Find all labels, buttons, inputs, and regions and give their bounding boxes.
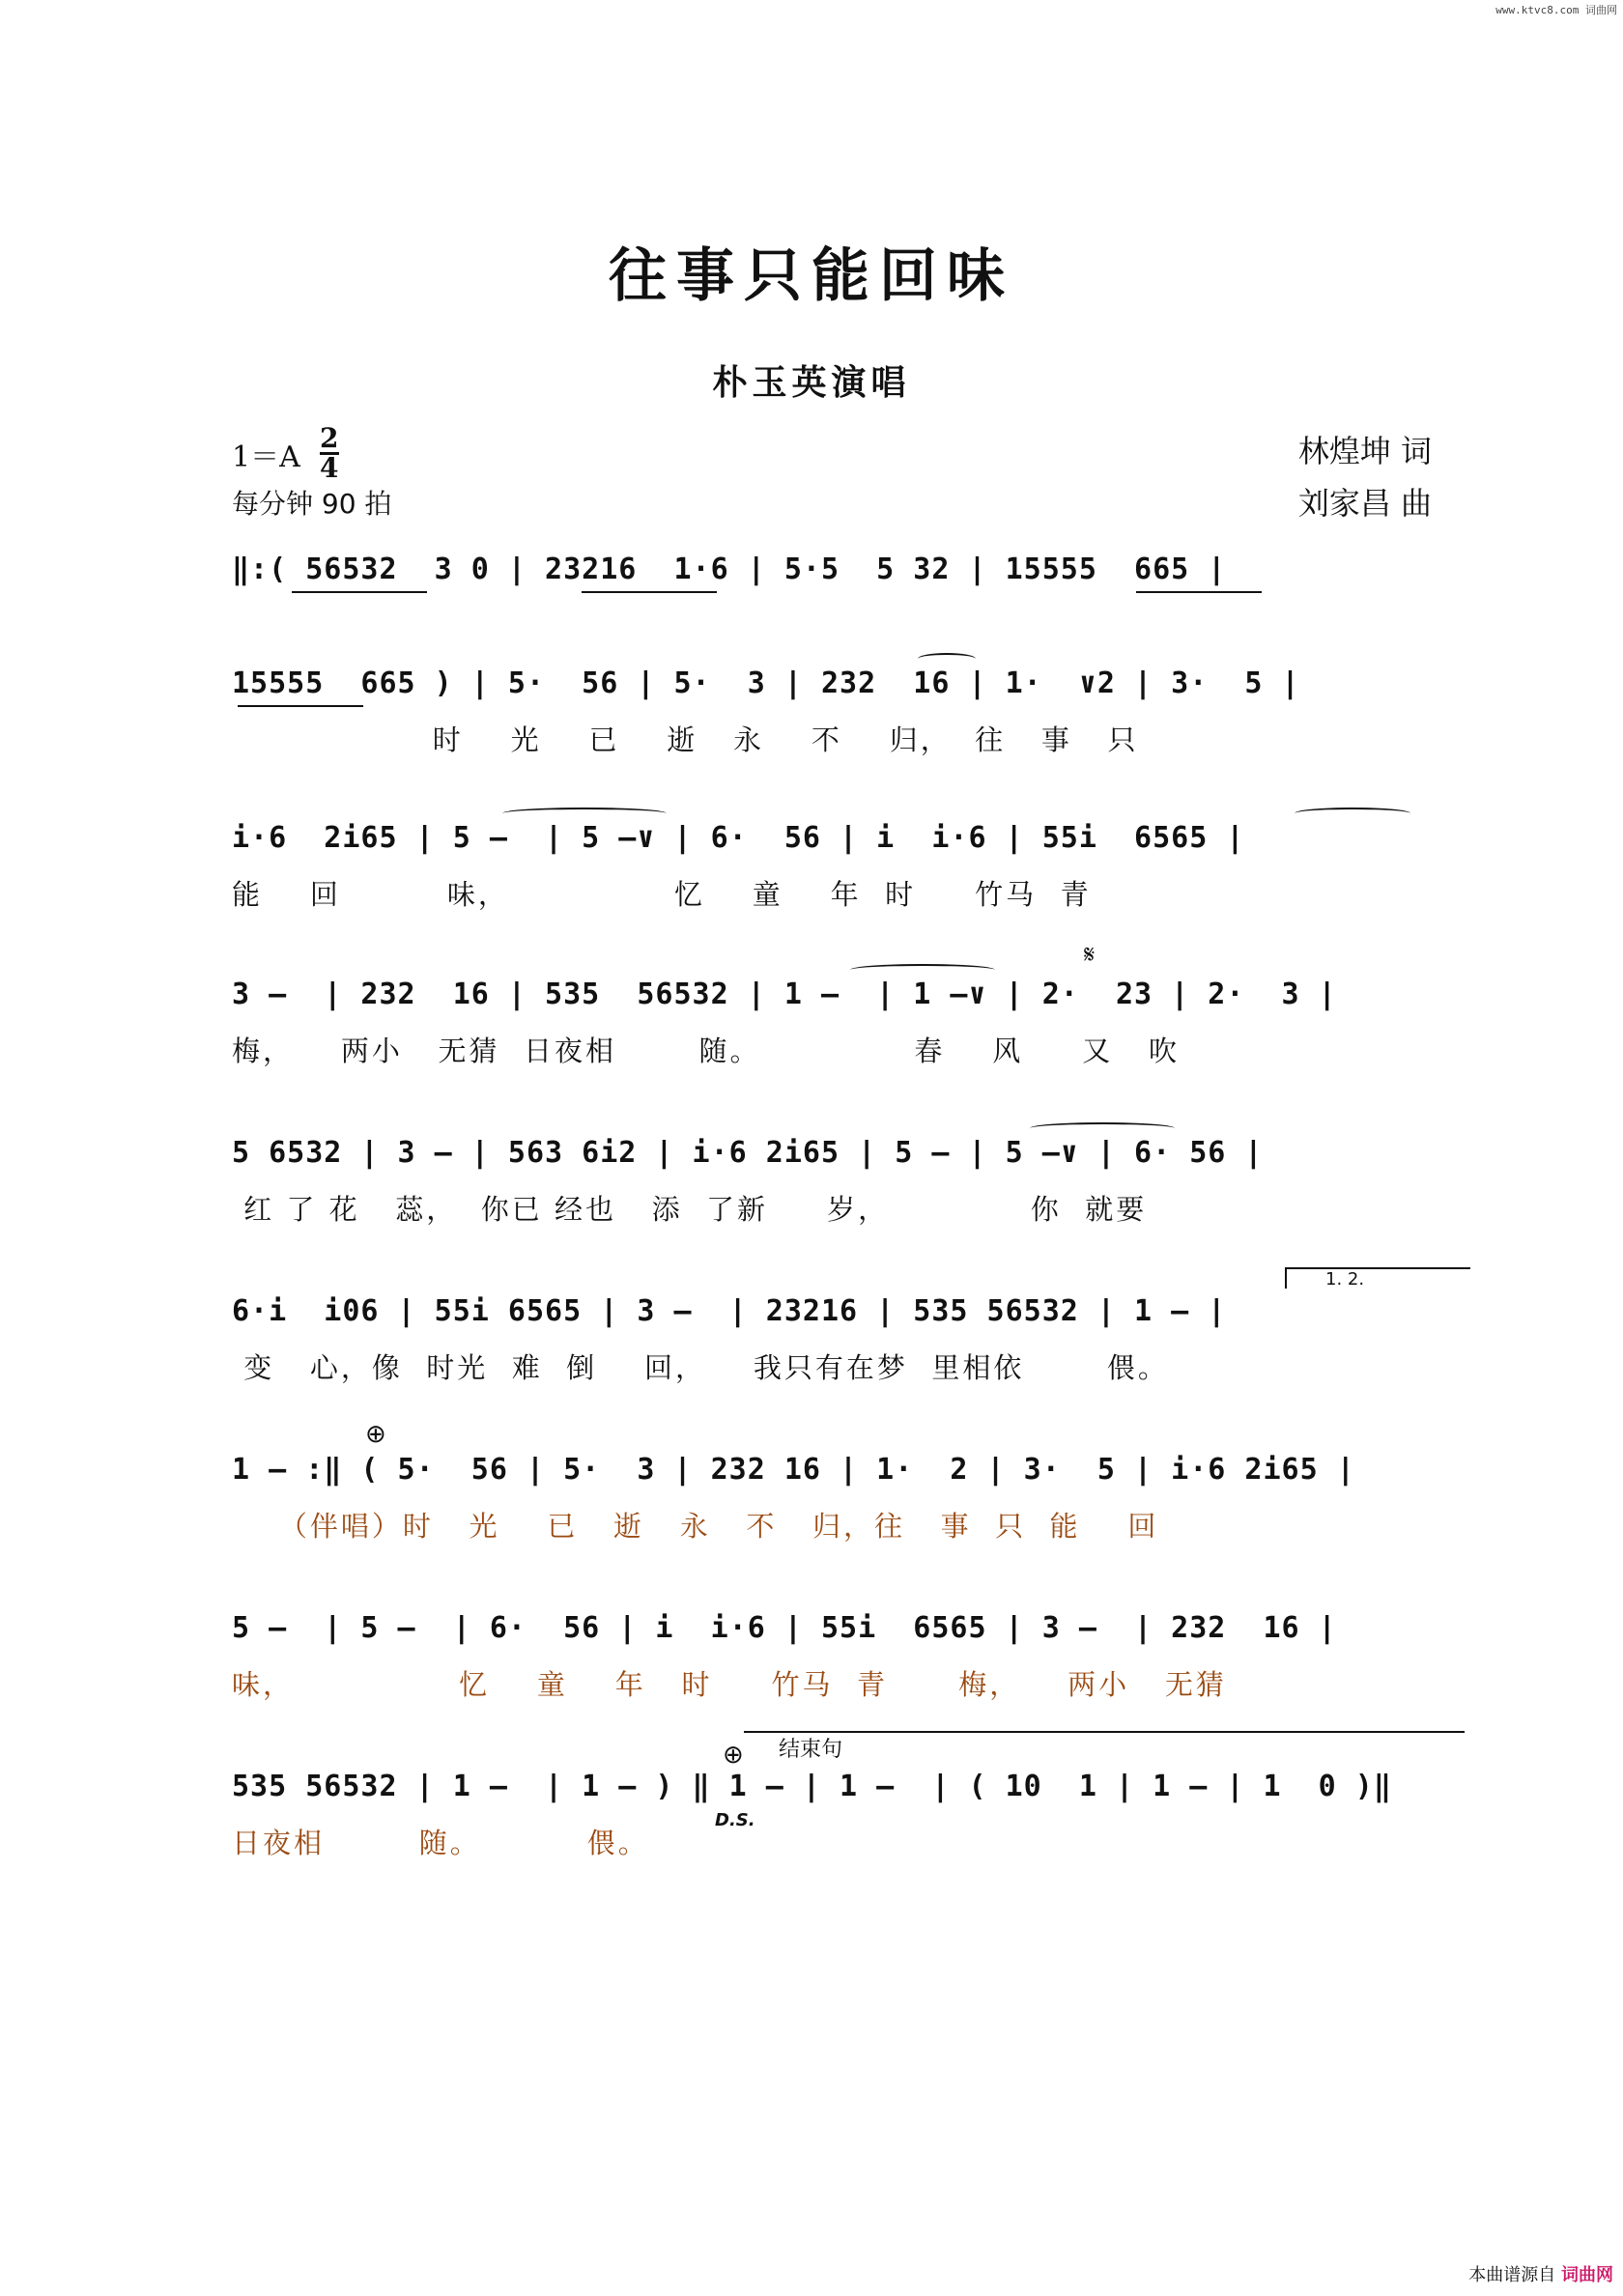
key-signature <box>232 422 339 484</box>
notation-line: 5 — | 5 — | 6· 56 | i i·6 | 55i 6565 | 3 — | 232 16 | <box>232 1611 1337 1645</box>
notation-line: 15555 665 ) | 5· 56 | 5· 3 | 232 16 | 1· ∨2 | 3· 5 | <box>232 666 1300 700</box>
slur <box>502 808 667 819</box>
tempo-marking: 每分钟 90 拍 <box>232 488 392 520</box>
chorus-lyric-line: 味， 忆 童 年 时 竹马 青 梅， 两小 无猜 <box>232 1668 1227 1701</box>
slur <box>1295 808 1410 819</box>
lyric-line: 梅， 两小 无猜 日夜相 随。 春 风 又 吹 <box>232 1035 1180 1067</box>
composer-credit: 刘家昌 曲 <box>1297 485 1432 522</box>
chorus-lyric-line: （伴唱）时 光 已 逝 永 不 归，往 事 只 能 回 <box>232 1510 1159 1543</box>
slur <box>918 653 976 665</box>
footer-brand: 词曲网 <box>1561 2265 1613 2285</box>
notation-line: 3 — | 232 16 | 535 56532 | 1 — | 1 —∨ | 2· 23 | 2· 3 | <box>232 978 1337 1011</box>
slur <box>1030 1122 1175 1134</box>
notation-line: 535 56532 | 1 — | 1 — ) ‖ 1 — | 1 — | ( 10 1 | 1 — | 1 0 )‖ <box>232 1770 1392 1803</box>
coda-sign: ⊕ <box>365 1420 386 1449</box>
source-footer <box>1468 2261 1613 2286</box>
lyricist-credit: 林煌坤 词 <box>1297 433 1432 469</box>
beam <box>582 591 717 593</box>
ending-phrase-label: 结束句 <box>744 1731 1465 1754</box>
volta-bracket: 1. 2. <box>1285 1267 1470 1289</box>
notation-line: ‖:( 56532 3 0 | 23216 1·6 | 5·5 5 32 | 15555 665 | <box>232 553 1227 586</box>
lyric-line: 时 光 已 逝 永 不 归， 往 事 只 <box>232 723 1139 756</box>
performer-subtitle: 朴玉英演唱 <box>712 362 911 403</box>
ending-lyric-line: 日夜相 随。 偎。 <box>232 1827 649 1859</box>
time-sig-top: 2 <box>320 422 339 454</box>
time-sig-bottom: 4 <box>320 452 339 484</box>
footer-text: 本曲谱源自 <box>1468 2265 1556 2285</box>
beam <box>292 591 427 593</box>
lyric-line: 变 心，像 时光 难 倒 回， 我只有在梦 里相依 偎。 <box>232 1351 1169 1384</box>
notation-line: 1 — :‖ ( 5· 56 | 5· 3 | 232 16 | 1· 2 | 3· 5 | i·6 2i65 | <box>232 1453 1355 1487</box>
lyric-line: 能 回 味， 忆 童 年 时 竹马 青 <box>232 878 1092 911</box>
key-label: 1＝A <box>232 439 300 474</box>
coda-sign-ending: ⊕ <box>723 1741 744 1770</box>
site-watermark: www.ktvc8.com 词曲网 <box>1495 4 1617 16</box>
ds-marking: D.S. <box>715 1810 755 1830</box>
lyric-line: 红 了 花 蕊， 你已 经也 添 了新 岁， 你 就要 <box>232 1193 1148 1226</box>
beam <box>238 705 363 707</box>
time-signature <box>320 422 339 484</box>
notation-line: 5 6532 | 3 — | 563 6i2 | i·6 2i65 | 5 — | 5 —∨ | 6· 56 | <box>232 1136 1264 1170</box>
notation-line: i·6 2i65 | 5 — | 5 —∨ | 6· 56 | i i·6 | 55i 6565 | <box>232 821 1245 855</box>
slur <box>850 964 995 976</box>
beam <box>1136 591 1262 593</box>
segno-sign: 𝄋 <box>1084 941 1096 970</box>
song-title: 往事只能回味 <box>609 242 1014 310</box>
notation-line: 6·i i06 | 55i 6565 | 3 — | 23216 | 535 56532 | 1 — | <box>232 1294 1227 1328</box>
